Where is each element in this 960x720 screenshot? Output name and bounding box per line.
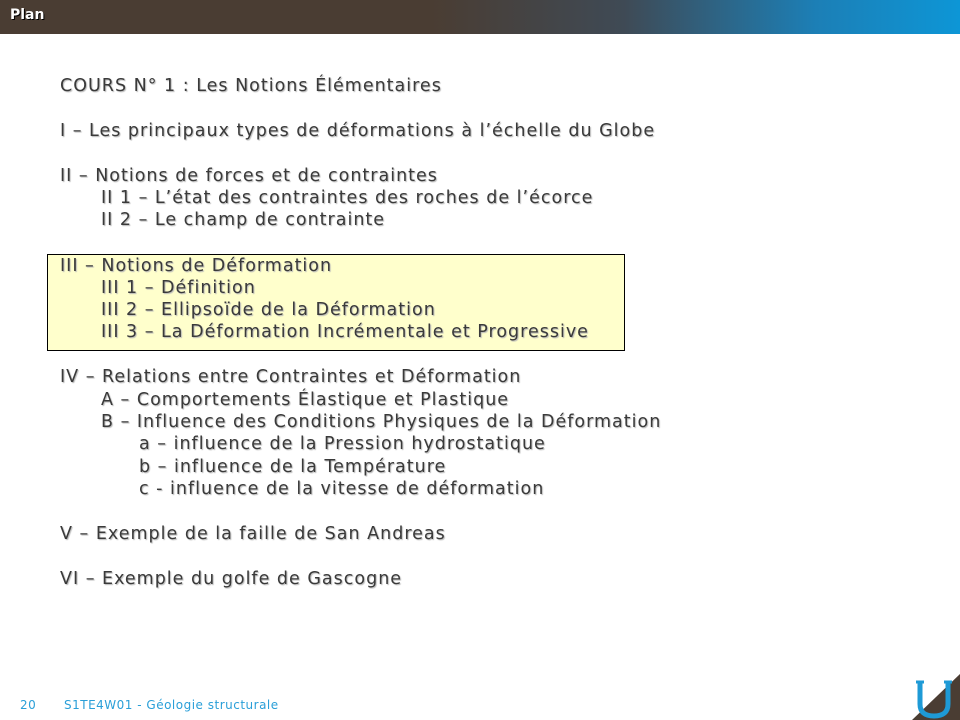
- outline-subitem-4-a: A – Comportements Élastique et Plastique: [101, 390, 510, 410]
- outline-subsubitem-c: c - influence de la vitesse de déformation: [139, 479, 545, 499]
- outline-subsubitem-b: b – influence de la Température: [139, 457, 447, 477]
- outline-item-5: V – Exemple de la faille de San Andreas: [60, 524, 446, 544]
- slide-title: Plan: [10, 7, 45, 23]
- outline-subitem-2-1: II 1 – L’état des contraintes des roches de l’écorce: [101, 188, 594, 208]
- title-bar: [0, 0, 960, 34]
- outline-course-title: COURS N° 1 : Les Notions Élémentaires: [60, 76, 442, 96]
- outline-item-3: III – Notions de Déformation: [60, 256, 333, 276]
- outline-subitem-3-1: III 1 – Définition: [101, 278, 256, 298]
- course-code: S1TE4W01 - Géologie structurale: [64, 698, 279, 712]
- outline-item-4: IV – Relations entre Contraintes et Déformation: [60, 367, 522, 387]
- outline-subsubitem-a: a – influence de la Pression hydrostatique: [139, 434, 546, 454]
- outline-subitem-3-2: III 2 – Ellipsoïde de la Déformation: [101, 300, 436, 320]
- outline-subitem-4-b: B – Influence des Conditions Physiques de la Déformation: [101, 412, 662, 432]
- outline-item-6: VI – Exemple du golfe de Gascogne: [60, 569, 403, 589]
- outline-item-2: II – Notions de forces et de contraintes: [60, 166, 438, 186]
- outline-item-1: I – Les principaux types de déformations à l’échelle du Globe: [60, 121, 656, 141]
- university-logo-icon: [900, 674, 960, 720]
- outline-subitem-3-3: III 3 – La Déformation Incrémentale et Progressive: [101, 322, 589, 342]
- outline-subitem-2-2: II 2 – Le champ de contrainte: [101, 210, 386, 230]
- page-number: 20: [20, 698, 37, 712]
